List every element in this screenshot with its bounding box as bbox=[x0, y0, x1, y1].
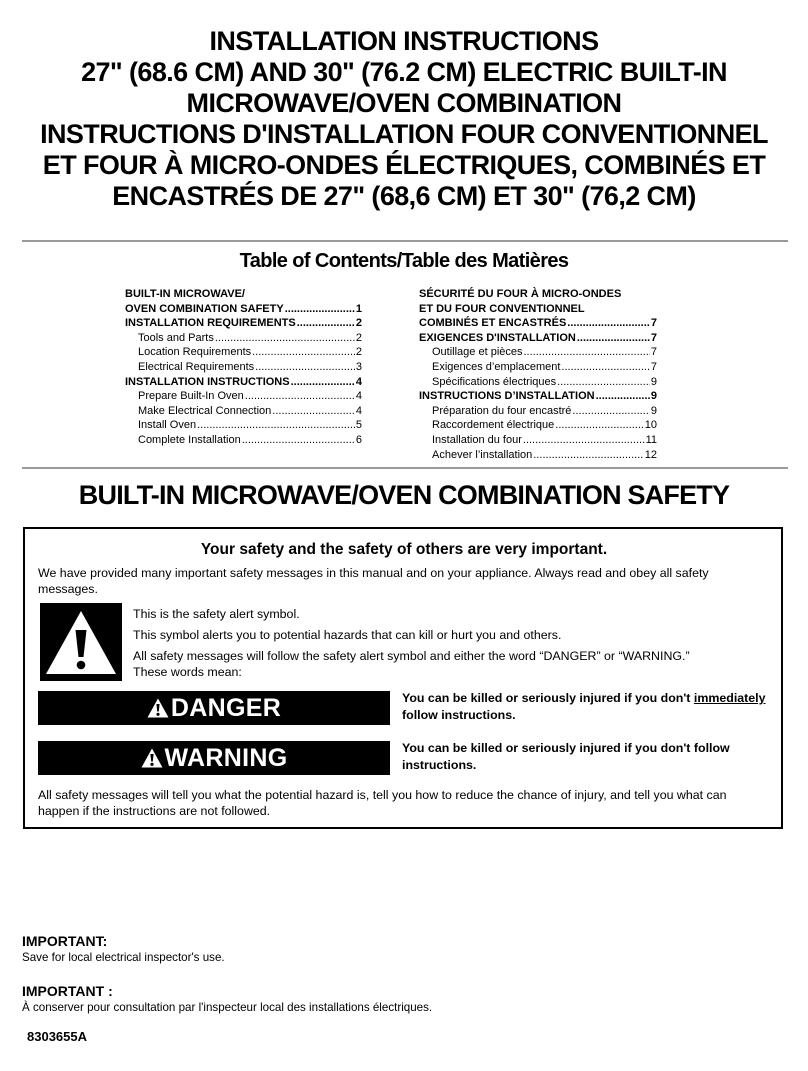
toc-entry[interactable]: Install Oven ..... 5 bbox=[125, 418, 362, 433]
warning-banner bbox=[38, 741, 390, 775]
toc-column-fr bbox=[419, 287, 657, 462]
title-line-fr: ENCASTRÉS DE 27" (68,6 CM) ET 30" (76,2 CM) bbox=[112, 181, 696, 211]
toc-entry[interactable]: Préparation du four encastré ..... 9 bbox=[419, 404, 657, 419]
toc-entry[interactable]: INSTRUCTIONS D’INSTALLATION ..... 9 bbox=[419, 389, 657, 404]
important-label: IMPORTANT: bbox=[22, 933, 108, 949]
safety-alert-icon bbox=[40, 603, 122, 681]
important-text: Save for local electrical inspector's use. bbox=[22, 951, 225, 964]
toc-entry[interactable]: Tools and Parts ..... 2 bbox=[125, 331, 362, 346]
alert-triangle-icon bbox=[147, 698, 169, 718]
toc-entry[interactable]: EXIGENCES D'INSTALLATION ..... 7 bbox=[419, 331, 657, 346]
toc-entry[interactable]: Prepare Built-In Oven ..... 4 bbox=[125, 389, 362, 404]
warning-description: You can be killed or seriously injured if you don't follow instructions. bbox=[402, 741, 730, 772]
toc-entry[interactable]: INSTALLATION REQUIREMENTS ..... 2 bbox=[125, 316, 362, 331]
alert-line: This is the safety alert symbol. bbox=[133, 607, 300, 621]
important-label-fr: IMPORTANT : bbox=[22, 983, 113, 999]
title-line-fr: ET FOUR À MICRO-ONDES ÉLECTRIQUES, COMBINÉS ET bbox=[42, 150, 766, 180]
toc-entry[interactable]: Make Electrical Connection ..... 4 bbox=[125, 404, 362, 419]
alert-line: All safety messages will follow the safety alert symbol and either the word “DANGER” or “WARNING.” bbox=[133, 649, 690, 663]
toc-entry[interactable]: INSTALLATION INSTRUCTIONS ..... 4 bbox=[125, 375, 362, 390]
alert-line: This symbol alerts you to potential hazards that can kill or hurt you and others. bbox=[133, 628, 562, 642]
toc-entry[interactable]: Location Requirements ..... 2 bbox=[125, 345, 362, 360]
toc-heading-line: ET DU FOUR CONVENTIONNEL bbox=[419, 302, 585, 315]
document-title bbox=[0, 26, 808, 212]
section-title: BUILT-IN MICROWAVE/OVEN COMBINATION SAFETY bbox=[78, 480, 730, 510]
title-line-fr: INSTRUCTIONS D'INSTALLATION FOUR CONVENTIONNEL bbox=[40, 119, 768, 149]
toc-heading-line: BUILT-IN MICROWAVE/ bbox=[125, 288, 245, 300]
alert-line: These words mean: bbox=[133, 665, 242, 679]
danger-description: You can be killed or seriously injured if you don't immediately follow instructions. bbox=[402, 691, 766, 722]
safety-intro: We have provided many important safety messages in this manual and on your appliance. Always read and obey all safety messages. bbox=[38, 566, 709, 596]
toc-entry[interactable]: Spécifications électriques ..... 9 bbox=[419, 375, 657, 390]
title-line: 27" (68.6 CM) AND 30" (76.2 CM) ELECTRIC BUILT-IN bbox=[81, 57, 727, 87]
toc-entry[interactable]: COMBINÉS ET ENCASTRÉS ..... 7 bbox=[419, 316, 657, 331]
toc-heading: Table of Contents/Table des Matières bbox=[239, 250, 569, 272]
toc-heading-line: SÉCURITÉ DU FOUR À MICRO-ONDES bbox=[419, 288, 622, 300]
toc-entry[interactable]: Raccordement électrique ..... 10 bbox=[419, 418, 657, 433]
toc-entry[interactable]: Electrical Requirements ..... 3 bbox=[125, 360, 362, 375]
warning-label: WARNING bbox=[164, 743, 288, 772]
divider bbox=[22, 467, 788, 469]
safety-footer: All safety messages will tell you what the potential hazard is, tell you how to reduce the chance of injury, and tell you what can happen if the instructions are not followed. bbox=[38, 788, 727, 818]
danger-label: DANGER bbox=[170, 693, 282, 722]
title-line: MICROWAVE/OVEN COMBINATION bbox=[186, 88, 622, 118]
document-number: 8303655A bbox=[27, 1029, 87, 1044]
danger-banner bbox=[38, 691, 390, 725]
toc-entry[interactable]: OVEN COMBINATION SAFETY ..... 1 bbox=[125, 302, 362, 317]
toc-entry[interactable]: Exigences d’emplacement ..... 7 bbox=[419, 360, 657, 375]
toc-column-en bbox=[125, 287, 362, 448]
toc-entry[interactable]: Installation du four ..... 11 bbox=[419, 433, 657, 448]
important-text-fr: À conserver pour consultation par l'inspecteur local des installations électriques. bbox=[22, 1001, 433, 1014]
title-line: INSTALLATION INSTRUCTIONS bbox=[209, 26, 599, 56]
safety-headline: Your safety and the safety of others are very important. bbox=[200, 541, 608, 558]
toc-entry[interactable]: Achever l’installation ..... 12 bbox=[419, 448, 657, 463]
toc-entry[interactable]: Outillage et pièces ..... 7 bbox=[419, 345, 657, 360]
divider bbox=[22, 240, 788, 242]
toc-entry[interactable]: Complete Installation ..... 6 bbox=[125, 433, 362, 448]
alert-triangle-icon bbox=[141, 748, 163, 768]
